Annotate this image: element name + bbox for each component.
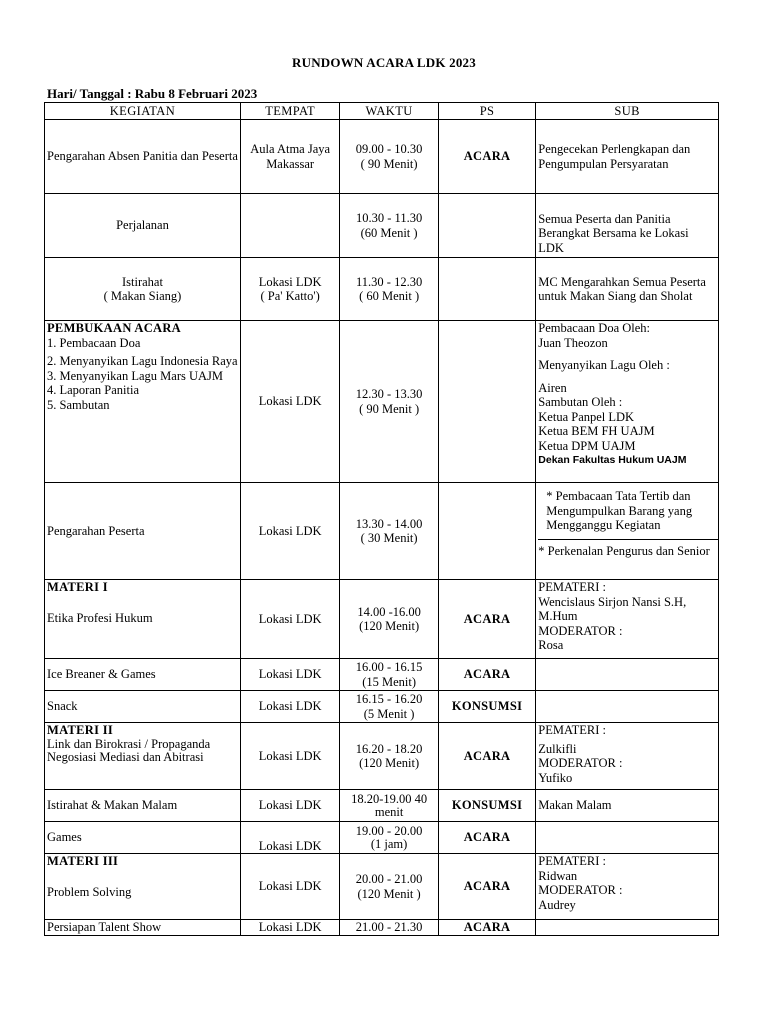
sub-line: Ketua DPM UAJM [538,438,636,453]
sub-line: Ketua BEM FH UAJM [538,424,655,438]
cell-sub: Semua Peserta dan Panitia Berangkat Bersama ke Lokasi LDK [536,194,719,258]
sub-divider [538,539,718,540]
cell-sub [536,822,719,854]
kegiatan-line: ( Makan Siang) [103,289,182,303]
waktu-time: 18.20-19.00 40 [351,791,428,806]
cell-ps [438,194,535,258]
table-row [45,854,719,920]
table-row [45,920,719,936]
cell-waktu [340,258,438,321]
cell-waktu [340,483,438,580]
table-row [45,790,719,822]
waktu-time: 14.00 -16.00 [357,604,421,619]
cell-sub [536,723,719,790]
sub-line: MODERATOR : [538,883,623,897]
cell-sub [536,580,719,659]
cell-tempat: Aula Atma Jaya Makassar [240,120,339,194]
cell-ps: KONSUMSI [438,691,535,723]
table-row [45,258,719,321]
cell-kegiatan: Games [45,822,241,854]
sub-line: Airen [538,380,567,395]
document-title: RUNDOWN ACARA LDK 2023 [292,55,476,70]
table-row [45,691,719,723]
sub-note: * Pembacaan Tata Tertib dan Mengumpulkan Barang yang Mengganggu Kegiatan [546,489,693,532]
sub-line: Rosa [538,638,564,652]
table-row [45,321,719,483]
cell-sub: MC Mengarahkan Semua Peserta untuk Makan Siang dan Sholat [536,258,719,321]
cell-tempat: Lokasi LDK [240,723,339,790]
header-ps: PS [438,103,535,120]
cell-waktu [340,822,438,854]
waktu-duration: (120 Menit) [359,619,420,633]
cell-tempat: Lokasi LDK [240,580,339,659]
cell-tempat: Lokasi LDK [240,822,339,854]
cell-ps: ACARA [438,920,535,936]
cell-kegiatan: Pengarahan Absen Panitia dan Peserta [45,120,241,194]
waktu-time: 10.30 - 11.30 [356,211,423,225]
sub-line: PEMATERI : [538,580,606,594]
list-item: 4. Laporan Panitia [47,383,139,397]
section-heading: PEMBUKAAN ACARA [47,321,182,335]
waktu-time: 20.00 - 21.00 [355,872,423,886]
cell-ps: ACARA [438,120,535,194]
table-row [45,723,719,790]
section-heading: MATERI III [47,854,119,868]
waktu-time: 16.00 - 16.15 [355,660,423,674]
cell-ps: KONSUMSI [438,790,535,822]
cell-ps: ACARA [438,822,535,854]
waktu-duration: (5 Menit ) [363,706,415,721]
cell-tempat: Lokasi LDK [240,691,339,723]
table-header-row [45,103,719,120]
header-kegiatan: KEGIATAN [45,103,241,120]
cell-sub [536,659,719,691]
cell-ps [438,483,535,580]
list-item: 5. Sambutan [47,397,110,412]
cell-waktu [340,659,438,691]
sub-line: Audrey [538,897,576,912]
cell-waktu [340,580,438,659]
header-sub: SUB [536,103,719,120]
waktu-duration: menit [374,804,404,819]
waktu-duration: (1 jam) [370,836,408,851]
cell-tempat: Lokasi LDK [240,920,339,936]
cell-kegiatan: Snack [45,691,241,723]
cell-kegiatan: Perjalanan [45,194,241,258]
sub-note: * Perkenalan Pengurus dan Senior [538,543,710,558]
cell-sub [536,691,719,723]
cell-waktu [340,194,438,258]
waktu-duration: (120 Menit ) [357,886,421,901]
sub-line: Wencislaus Sirjon Nansi S.H, M.Hum [538,594,687,623]
sub-line: MODERATOR : [538,756,623,770]
cell-sub [536,920,719,936]
rundown-table [44,102,719,936]
table-row [45,822,719,854]
table-row [45,580,719,659]
sub-line: Ridwan [538,868,578,883]
cell-waktu [340,854,438,920]
cell-kegiatan: Istirahat & Makan Malam [45,790,241,822]
waktu-duration: ( 60 Menit ) [359,289,420,303]
tempat-line: ( Pa' Katto') [260,289,320,303]
cell-waktu [340,691,438,723]
cell-sub [536,321,719,483]
cell-waktu [340,120,438,194]
section-heading: MATERI II [47,723,114,737]
sub-line: Ketua Panpel LDK [538,409,635,424]
table-row [45,194,719,258]
cell-sub [536,483,719,580]
waktu-time: 16.15 - 16.20 [355,692,423,706]
waktu-duration: (60 Menit ) [360,225,418,240]
kegiatan-line: Etika Profesi Hukum [47,610,153,625]
sub-line: MODERATOR : [538,623,623,638]
cell-ps [438,321,535,483]
cell-waktu [340,790,438,822]
cell-kegiatan: Pengarahan Peserta [45,483,241,580]
cell-sub [536,854,719,920]
header-waktu: WAKTU [340,103,438,120]
cell-kegiatan [45,580,241,659]
header-tempat: TEMPAT [240,103,339,120]
list-item: 2. Menyanyikan Lagu Indonesia Raya [47,354,238,368]
cell-tempat [240,194,339,258]
cell-kegiatan [45,854,241,920]
waktu-duration: ( 90 Menit) [360,156,418,171]
waktu-duration: (15 Menit) [362,674,416,689]
kegiatan-line: Link dan Birokrasi / Propaganda Negosiasi Mediasi dan Abitrasi [47,736,211,764]
cell-waktu [340,321,438,483]
cell-ps: ACARA [438,659,535,691]
cell-tempat: Lokasi LDK [240,483,339,580]
sub-line: Menyanyikan Lagu Oleh : [538,358,670,372]
cell-waktu: 21.00 - 21.30 [340,920,438,936]
cell-tempat: Lokasi LDK [240,854,339,920]
cell-ps [438,258,535,321]
table-row [45,483,719,580]
section-heading: MATERI I [47,580,108,594]
cell-kegiatan: Ice Breaner & Games [45,659,241,691]
cell-kegiatan: Persiapan Talent Show [45,920,241,936]
cell-tempat: Lokasi LDK [240,790,339,822]
waktu-time: 11.30 - 12.30 [356,274,423,289]
tempat-line: Lokasi LDK [258,274,322,289]
table-row [45,659,719,691]
cell-tempat: Lokasi LDK [240,321,339,483]
waktu-duration: (120 Menit) [359,756,420,770]
waktu-time: 12.30 - 13.30 [355,387,423,401]
list-item: 3. Menyanyikan Lagu Mars UAJM [47,368,224,383]
cell-ps: ACARA [438,580,535,659]
waktu-time: 19.00 - 20.00 [355,823,423,838]
cell-ps: ACARA [438,723,535,790]
cell-kegiatan [45,321,241,483]
sub-line-bold: Dekan Fakultas Hukum UAJM [538,454,687,466]
date-line: Hari/ Tanggal : Rabu 8 Februari 2023 [47,86,258,101]
cell-tempat [240,258,339,321]
waktu-time: 16.20 - 18.20 [355,741,423,756]
waktu-duration: ( 30 Menit) [360,531,418,545]
sub-line: Juan Theozon [538,335,608,350]
sub-line: Pembacaan Doa Oleh: [538,321,651,335]
sub-line: Sambutan Oleh : [538,395,623,409]
kegiatan-line: Istirahat [121,274,163,289]
sub-line: PEMATERI : [538,854,606,868]
sub-line: Zulkifli [538,741,577,756]
cell-kegiatan [45,258,241,321]
sub-line: PEMATERI : [538,723,606,737]
waktu-time: 09.00 - 10.30 [355,142,423,156]
cell-tempat: Lokasi LDK [240,659,339,691]
cell-sub: Pengecekan Perlengkapan dan Pengumpulan Persyaratan [536,120,719,194]
cell-ps: ACARA [438,854,535,920]
kegiatan-line: Problem Solving [47,884,132,899]
waktu-time: 13.30 - 14.00 [355,516,423,531]
cell-sub: Makan Malam [536,790,719,822]
cell-kegiatan [45,723,241,790]
list-item: 1. Pembacaan Doa [47,335,141,350]
sub-line: Yufiko [538,770,573,785]
cell-waktu [340,723,438,790]
table-row [45,120,719,194]
waktu-duration: ( 90 Menit ) [359,401,420,416]
